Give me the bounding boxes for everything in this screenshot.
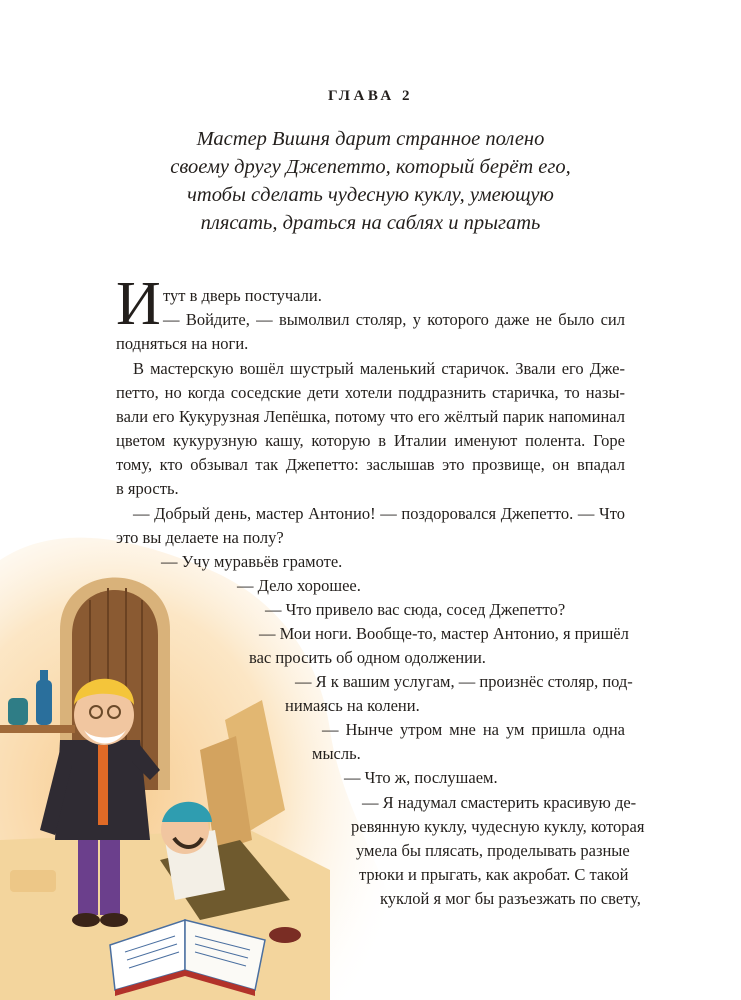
text-line: мысль. [312, 744, 361, 763]
text-line: вас просить об одном одолжении. [249, 648, 486, 667]
text-line: — Я к вашим услугам, — произнёс столяр, под- [295, 672, 633, 691]
text-line: ревянную куклу, чудесную куклу, которая [351, 817, 645, 836]
text-line: вали его Кукурузная Лепёшка, потому что его жёлтый парик напоминал [116, 407, 625, 426]
text-line: — Нынче утром мне на ум пришла одна [322, 720, 625, 739]
text-line: трюки и прыгать, как акробат. С такой [359, 865, 629, 884]
text-line: умела бы плясать, проделывать разные [356, 841, 630, 860]
text-line: тому, кто обзывал так Джепетто: заслышав это прозвище, он впадал [116, 455, 625, 474]
text-line: это вы делаете на полу? [116, 528, 284, 547]
chapter-subtitle [150, 125, 591, 237]
text-line: — Добрый день, мастер Антонио! — поздоровался Джепетто. — Что [133, 504, 625, 523]
text-line: — Учу муравьёв грамоте. [161, 552, 343, 571]
illustration [0, 540, 360, 1000]
drop-cap: И [116, 270, 161, 338]
text-line: — Мои ноги. Вообще-то, мастер Антонио, я пришёл [259, 624, 629, 643]
text-line: В мастерскую вошёл шустрый маленький старичок. Звали его Дже- [133, 359, 625, 378]
text-line: в ярость. [116, 479, 179, 498]
subtitle-line: Мастер Вишня дарит странное полено [196, 128, 545, 150]
text-line: — Что ж, послушаем. [344, 768, 498, 787]
text-line: куклой я мог бы разъезжать по свету, [380, 889, 641, 908]
text-line: — Войдите, — вымолвил столяр, у которого даже не было сил [163, 310, 625, 329]
subtitle-line: своему другу Джепетто, который берёт его, [170, 156, 571, 178]
text-line: тут в дверь постучали. [163, 286, 322, 305]
text-line: петто, но когда соседские дети хотели поддразнить старичка, то назы- [116, 383, 625, 402]
text-line: нимаясь на колени. [285, 696, 420, 715]
text-line: цветом кукурузную кашу, которую в Италии именуют полента. Горе [116, 431, 625, 450]
text-line: — Что привело вас сюда, сосед Джепетто? [265, 600, 566, 619]
subtitle-line: чтобы сделать чудесную куклу, умеющую [187, 184, 554, 206]
bottle-icon [8, 698, 28, 725]
chapter-label: ГЛАВА 2 [328, 88, 413, 104]
text-line: — Дело хорошее. [237, 576, 361, 595]
bottle-icon [36, 680, 52, 725]
text-line: подняться на ноги. [116, 334, 249, 353]
shelf [0, 725, 75, 733]
subtitle-line: плясать, драться на саблях и прыгать [200, 212, 541, 234]
text-line: — Я надумал смастерить красивую де- [362, 793, 637, 812]
